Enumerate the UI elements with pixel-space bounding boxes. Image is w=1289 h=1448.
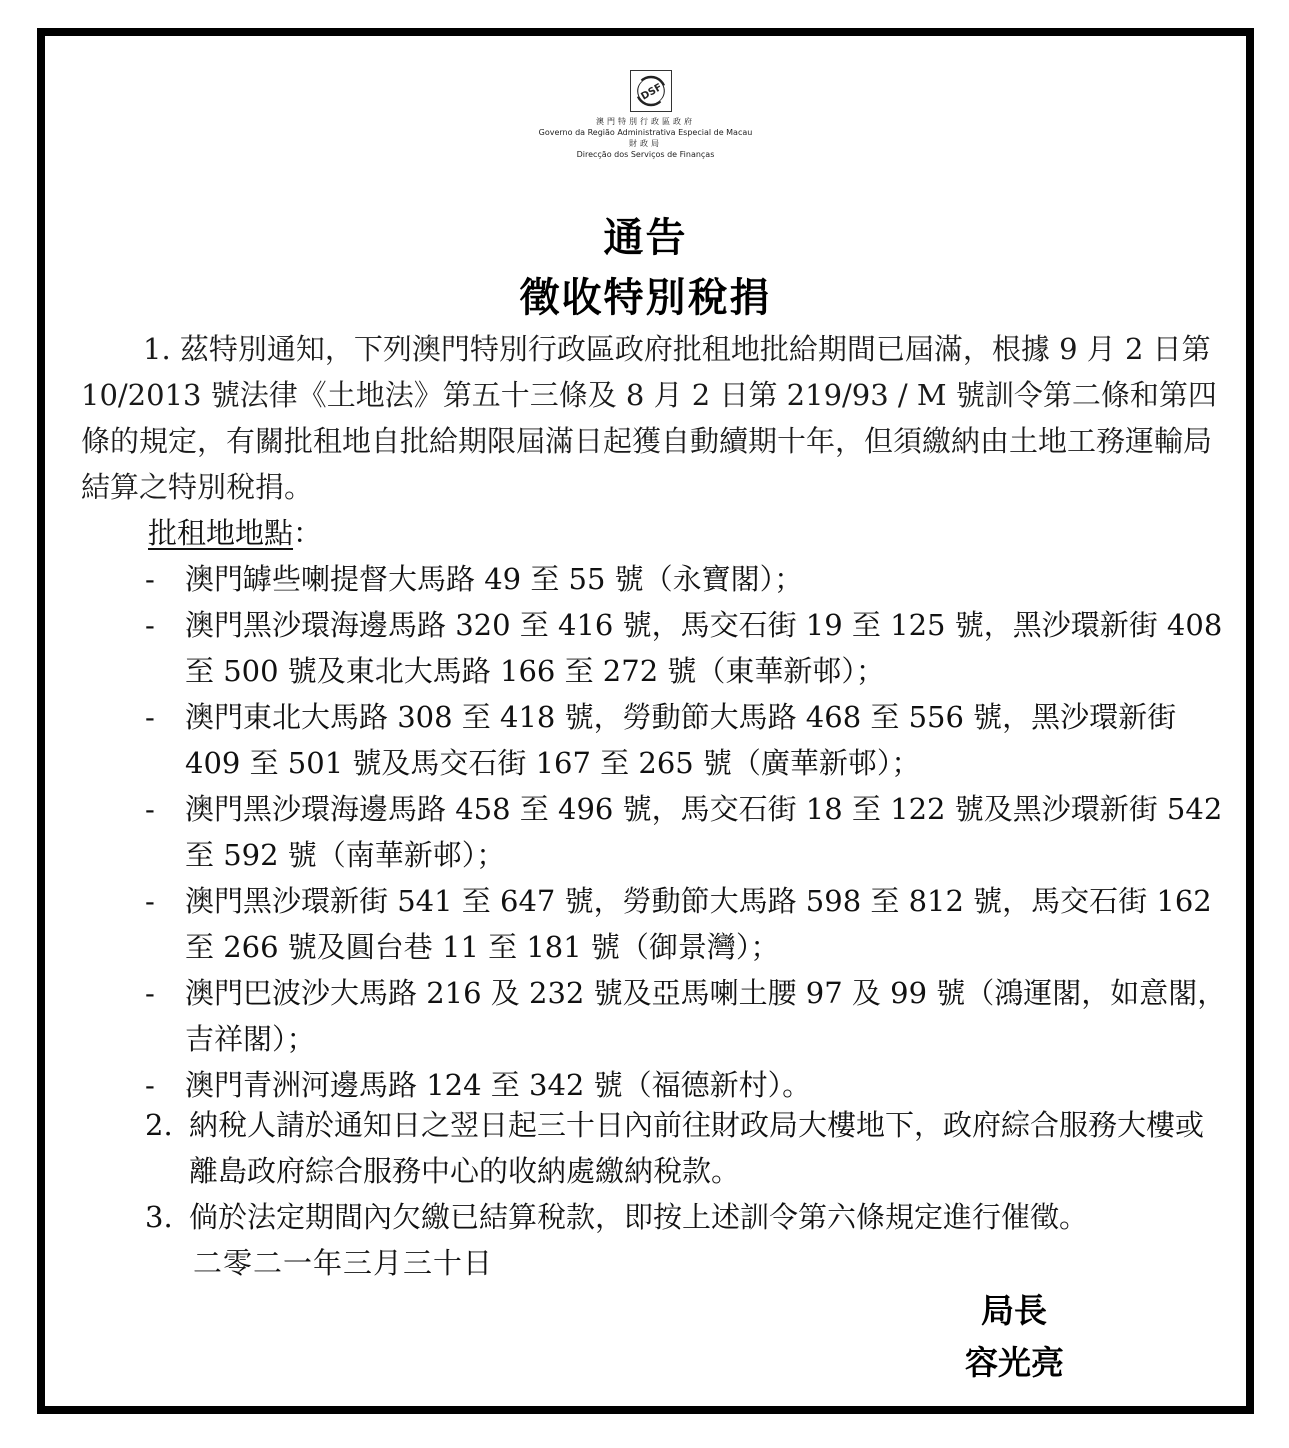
notice-title: 通告 — [603, 214, 688, 261]
list-item — [141, 694, 1231, 786]
bullet-dash: - — [145, 884, 155, 918]
issuer-header — [45, 70, 1246, 160]
location-text: 澳門罅些喇提督大馬路 49 至 55 號（永寶閣）； — [185, 562, 804, 596]
location-text: 澳門黑沙環海邊馬路 320 至 416 號，馬交石街 19 至 125 號，黑沙環新街 408 至 500 號及東北大馬路 166 至 272 號（東華新邨）； — [185, 608, 1223, 688]
bullet-dash: - — [145, 792, 155, 826]
paragraph-text: 納稅人請於通知日之翌日起三十日內前往財政局大樓地下，政府綜合服務大樓或離島政府綜合服務中心的收納處繳納稅款。 — [189, 1108, 1205, 1188]
location-text: 澳門黑沙環新街 541 至 647 號，勞動節大馬路 598 至 812 號，馬交石街 162 至 266 號及圓台巷 11 至 181 號（御景灣）； — [185, 884, 1212, 964]
location-text: 澳門黑沙環海邊馬路 458 至 496 號，馬交石街 18 至 122 號及黑沙環新街 542 至 592 號（南華新邨）； — [185, 792, 1223, 872]
bullet-dash: - — [145, 562, 155, 596]
locations-list — [141, 556, 1231, 1108]
list-item — [141, 602, 1231, 694]
bullet-dash: - — [145, 1068, 155, 1102]
list-item — [141, 878, 1231, 970]
dept-name-pt: Direcção dos Serviços de Finanças — [576, 150, 715, 159]
paragraph-2 — [145, 1102, 1231, 1194]
dsf-logo-icon — [630, 70, 672, 112]
paragraph-number: 3. — [145, 1200, 173, 1234]
bullet-dash: - — [145, 700, 155, 734]
paragraph-number: 2. — [145, 1108, 173, 1142]
numbered-paragraphs — [145, 1102, 1231, 1240]
org-name-cn: 澳門特別行政區政府 — [596, 117, 695, 126]
org-name-pt: Governo da Região Administrativa Especial de Macau — [538, 128, 753, 137]
locations-heading — [148, 510, 322, 556]
locations-heading-colon: ： — [293, 516, 323, 550]
paragraph-3 — [145, 1194, 1231, 1240]
signatory-role: 局長 — [981, 1291, 1047, 1330]
paragraph-text: 倘於法定期間內欠繳已結算稅款，即按上述訓令第六條規定進行催徵。 — [189, 1200, 1089, 1234]
bullet-dash: - — [145, 976, 155, 1010]
notice-subtitle: 徵收特別稅捐 — [519, 274, 772, 321]
svg-text:DSF: DSF — [638, 81, 664, 103]
signatory-name: 容光亮 — [965, 1343, 1064, 1382]
dept-name-cn: 財政局 — [629, 139, 662, 148]
notice-date: 二零二一年三月三十日 — [193, 1246, 494, 1280]
list-item — [141, 786, 1231, 878]
location-text: 澳門東北大馬路 308 至 418 號，勞動節大馬路 468 至 556 號，黑沙環新街 409 至 501 號及馬交石街 167 至 265 號（廣華新邨）； — [185, 700, 1177, 780]
location-text: 澳門青洲河邊馬路 124 至 342 號（福德新村）。 — [185, 1068, 812, 1102]
bullet-dash: - — [145, 608, 155, 642]
location-text: 澳門巴波沙大馬路 216 及 232 號及亞馬喇土腰 97 及 99 號（鴻運閣，如意閣，吉祥閣）； — [185, 976, 1227, 1056]
list-item — [141, 970, 1231, 1062]
notice-frame — [37, 28, 1254, 1414]
paragraph-1: 1. 茲特別通知，下列澳門特別行政區政府批租地批給期間已屆滿，根據 9 月 2 日第 10/2013 號法律《土地法》第五十三條及 8 月 2 日第 219/93 / M 號訓令第二條和第四條的規定，有關批租地自批給期限屆滿日起獲自動續期十年，但須繳納由土地工務運輸局結算之特別稅捐。 — [81, 332, 1217, 504]
list-item — [141, 556, 1231, 602]
locations-heading-label: 批租地地點 — [148, 516, 294, 550]
